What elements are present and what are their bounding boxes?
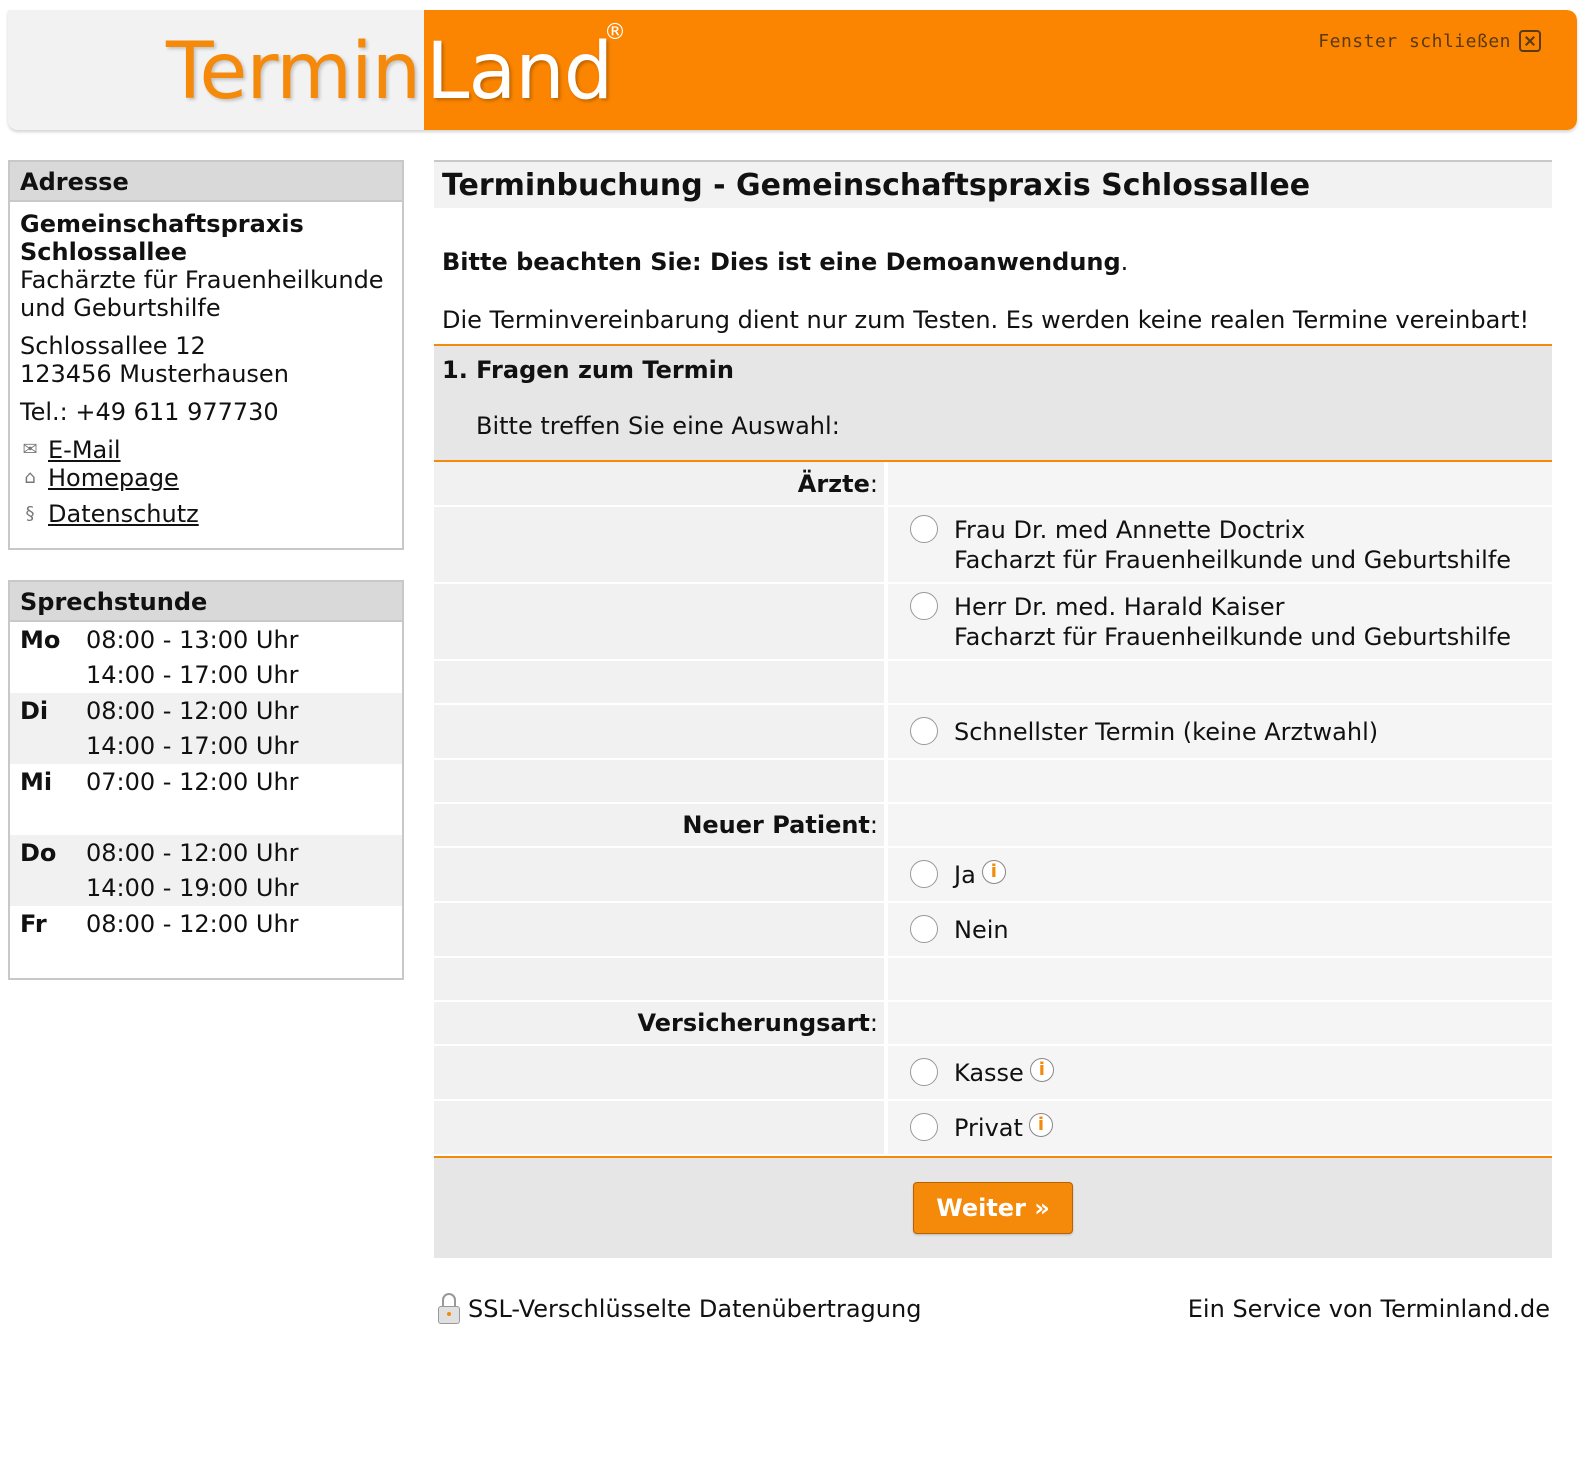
hours-day: Fr xyxy=(20,909,47,938)
insurance-private-option[interactable] xyxy=(888,1113,1552,1143)
privacy-link-row[interactable] xyxy=(20,500,392,528)
doctor-kaiser-radio[interactable] xyxy=(910,592,938,620)
doctor-doctrix-specialty[interactable]: Facharzt für Frauenheilkunde und Geburtshilfe xyxy=(954,545,1512,574)
office-hours-table xyxy=(10,622,402,942)
button-bar xyxy=(434,1156,1552,1258)
insurance-public-radio[interactable] xyxy=(910,1058,938,1086)
hours-day: Di xyxy=(10,693,76,729)
app-header xyxy=(8,10,1577,130)
next-button[interactable]: Weiter » xyxy=(913,1182,1073,1234)
appointment-questions-form xyxy=(434,462,1552,1156)
doctor-option-row xyxy=(434,506,1552,583)
close-window-button[interactable] xyxy=(1318,30,1541,52)
section-title: 1. Fragen zum Termin xyxy=(442,356,734,384)
demo-notice-bold xyxy=(434,248,1552,276)
lock-icon xyxy=(438,1293,460,1325)
doctors-label-cell xyxy=(434,462,886,506)
new-patient-no-label[interactable]: Nein xyxy=(954,915,1009,944)
home-icon: ⌂ xyxy=(24,467,36,488)
practice-name-line1: Gemeinschaftspraxis xyxy=(20,210,304,238)
new-patient-yes-option[interactable] xyxy=(888,860,1552,890)
spacer-row xyxy=(434,759,1552,803)
new-patient-label-row xyxy=(434,803,1552,847)
paragraph-icon: § xyxy=(25,503,35,524)
office-hours-title: Sprechstunde xyxy=(10,582,402,622)
hours-row xyxy=(10,693,402,729)
hours-time: 14:00 - 17:00 Uhr xyxy=(86,661,299,690)
practice-specialty-line2: und Geburtshilfe xyxy=(20,294,221,322)
hours-time: 08:00 - 13:00 Uhr xyxy=(86,625,299,654)
doctor-option-kaiser[interactable] xyxy=(888,592,1552,652)
demo-notice-bold-text: Bitte beachten Sie: Dies ist eine Demoanwendung xyxy=(442,248,1121,276)
insurance-private-radio[interactable] xyxy=(910,1113,938,1141)
logo-termin: Termin xyxy=(166,27,421,117)
insurance-label-row xyxy=(434,1001,1552,1045)
practice-name-line2: Schlossallee xyxy=(20,238,188,266)
hours-row xyxy=(10,800,402,836)
insurance-label-cell xyxy=(434,1001,886,1045)
hours-row xyxy=(10,764,402,800)
new-patient-label: Neuer Patient xyxy=(682,811,870,839)
hours-row xyxy=(10,729,402,765)
demo-notice-period: . xyxy=(1120,248,1129,276)
homepage-link[interactable]: Homepage xyxy=(48,464,179,492)
hours-day xyxy=(10,729,76,765)
close-window-label[interactable]: Fenster schließen xyxy=(1318,30,1511,52)
insurance-option-row xyxy=(434,1045,1552,1100)
office-hours-box xyxy=(8,580,404,980)
info-icon[interactable] xyxy=(982,860,1006,884)
doctors-label-row xyxy=(434,462,1552,506)
address-box xyxy=(8,160,404,550)
new-patient-option-row xyxy=(434,847,1552,902)
hours-row xyxy=(10,658,402,694)
doctor-option-row xyxy=(434,583,1552,660)
new-patient-no-radio[interactable] xyxy=(910,915,938,943)
hours-row xyxy=(10,906,402,942)
hours-row xyxy=(10,622,402,658)
doctor-doctrix-radio[interactable] xyxy=(910,515,938,543)
hours-time: 07:00 - 12:00 Uhr xyxy=(86,767,299,796)
page-title: Terminbuchung - Gemeinschaftspraxis Schlossallee xyxy=(434,160,1552,208)
insurance-private-label[interactable]: Privat xyxy=(954,1113,1023,1142)
logo-land: Land xyxy=(426,27,613,117)
address-title: Adresse xyxy=(10,162,402,202)
doctor-kaiser-specialty[interactable]: Facharzt für Frauenheilkunde und Geburtshilfe xyxy=(954,622,1512,651)
insurance-label: Versicherungsart xyxy=(637,1009,870,1037)
hours-day: Mi xyxy=(20,767,53,796)
hours-day xyxy=(10,871,76,907)
info-icon[interactable] xyxy=(1029,1113,1053,1137)
spacer-row xyxy=(434,660,1552,704)
insurance-public-label[interactable]: Kasse xyxy=(954,1058,1024,1087)
hours-day: Mo xyxy=(20,625,61,654)
practice-street: Schlossallee 12 xyxy=(20,332,206,360)
doctors-label: Ärzte xyxy=(797,469,870,498)
close-icon[interactable] xyxy=(1519,30,1541,52)
info-icon[interactable] xyxy=(1030,1058,1054,1082)
doctor-option-row xyxy=(434,704,1552,759)
service-credit[interactable]: Ein Service von Terminland.de xyxy=(1187,1295,1550,1323)
hours-time: 08:00 - 12:00 Uhr xyxy=(86,909,299,938)
doctor-doctrix-name[interactable]: Frau Dr. med Annette Doctrix xyxy=(954,515,1306,544)
hours-day xyxy=(10,658,76,694)
email-link[interactable]: E-Mail xyxy=(48,436,121,464)
hours-day xyxy=(10,800,76,836)
ssl-notice-text: SSL-Verschlüsselte Datenübertragung xyxy=(468,1295,922,1323)
hours-time: 14:00 - 17:00 Uhr xyxy=(76,729,402,765)
hours-row xyxy=(10,871,402,907)
new-patient-yes-label[interactable]: Ja xyxy=(954,860,976,889)
privacy-link[interactable]: Datenschutz xyxy=(48,500,199,528)
new-patient-option-row xyxy=(434,902,1552,957)
practice-specialty-line1: Fachärzte für Frauenheilkunde xyxy=(20,266,384,294)
hours-time: 14:00 - 19:00 Uhr xyxy=(76,871,402,907)
new-patient-no-option[interactable] xyxy=(888,915,1552,945)
hours-time: 08:00 - 12:00 Uhr xyxy=(76,693,402,729)
doctor-option-fastest[interactable] xyxy=(888,717,1552,747)
email-link-row[interactable] xyxy=(20,436,392,464)
homepage-link-row[interactable] xyxy=(20,464,392,492)
practice-city: 123456 Musterhausen xyxy=(20,360,289,388)
new-patient-label-colon: : xyxy=(869,811,878,839)
doctors-label-colon: : xyxy=(869,469,878,498)
new-patient-label-cell xyxy=(434,803,886,847)
fastest-appointment-label[interactable]: Schnellster Termin (keine Arztwahl) xyxy=(954,717,1379,746)
practice-phone: Tel.: +49 611 977730 xyxy=(20,398,279,426)
hours-day: Do xyxy=(10,835,76,871)
hours-time: 08:00 - 12:00 Uhr xyxy=(76,835,402,871)
fastest-appointment-radio[interactable] xyxy=(910,717,938,745)
insurance-public-option[interactable] xyxy=(888,1058,1552,1088)
ssl-notice xyxy=(438,1293,921,1325)
insurance-label-colon: : xyxy=(869,1009,878,1037)
main-content xyxy=(434,160,1552,1258)
logo-registered: ® xyxy=(604,20,625,45)
footer xyxy=(438,1293,1550,1325)
insurance-option-row xyxy=(434,1100,1552,1155)
spacer-row xyxy=(434,957,1552,1001)
section-hint: Bitte treffen Sie eine Auswahl: xyxy=(476,412,840,440)
section-header xyxy=(434,344,1552,462)
new-patient-yes-radio[interactable] xyxy=(910,860,938,888)
hours-row xyxy=(10,835,402,871)
doctor-option-doctrix[interactable] xyxy=(888,515,1552,575)
hours-time xyxy=(76,800,402,836)
demo-notice-text: Die Terminvereinbarung dient nur zum Testen. Es werden keine realen Termine vereinbart! xyxy=(442,306,1530,334)
envelope-icon: ✉ xyxy=(22,439,38,460)
doctor-kaiser-name[interactable]: Herr Dr. med. Harald Kaiser xyxy=(954,592,1285,621)
